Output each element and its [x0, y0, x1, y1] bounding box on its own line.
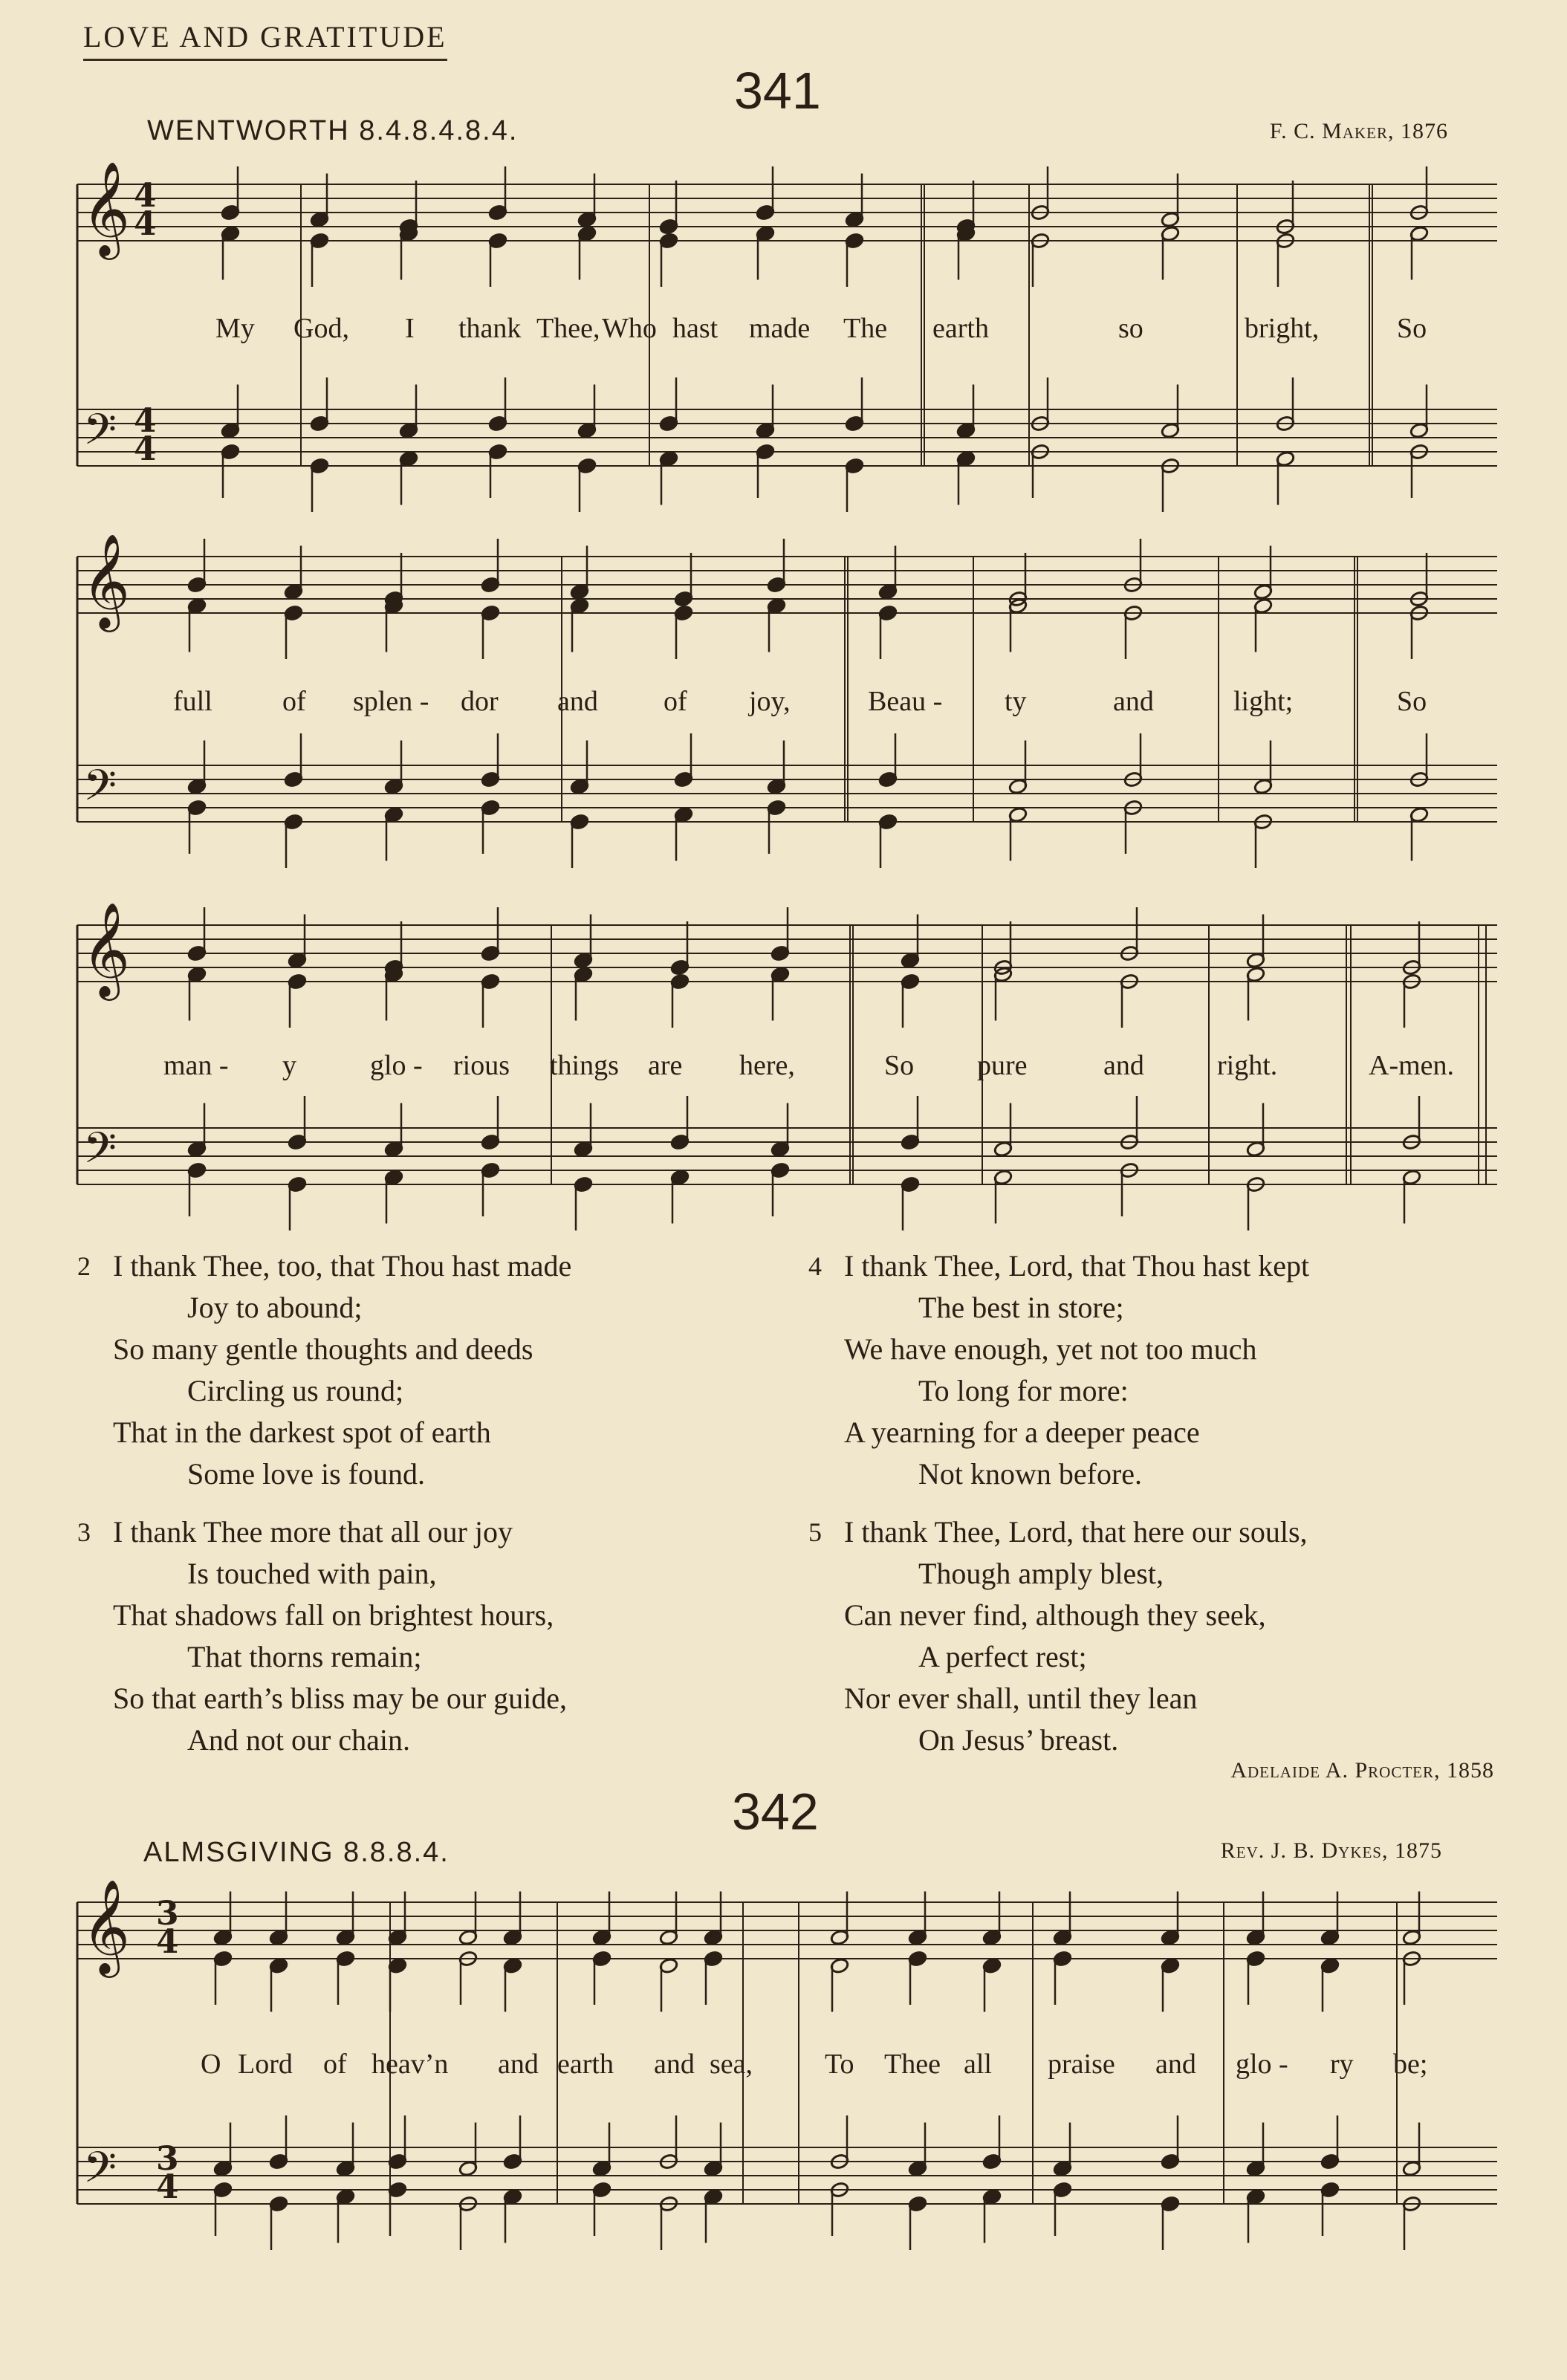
verse-2: [77, 1245, 782, 1495]
time-signature: 4: [134, 430, 157, 468]
lyric-word: glo -: [370, 1050, 423, 1081]
lyric-word: hast: [672, 313, 718, 344]
bass-clef-icon: 𝄢: [83, 760, 117, 821]
time-signature: 4: [134, 205, 157, 243]
lyric-word: man -: [163, 1050, 229, 1081]
verse-line: Though amply blest,: [918, 1557, 1164, 1590]
lyric-word: heav’n: [372, 2049, 449, 2080]
lyric-word: and: [654, 2049, 695, 2080]
lyric-word: A-men.: [1369, 1050, 1455, 1081]
lyric-word: Beau -: [868, 686, 943, 717]
verse-line: A yearning for a deeper peace: [844, 1416, 1200, 1449]
lyric-word: splen -: [353, 686, 429, 717]
lyric-word: y: [282, 1050, 296, 1081]
lyric-word: made: [749, 313, 811, 344]
verse-3: [77, 1511, 782, 1761]
lyric-word: My: [215, 313, 255, 344]
composer-342: Rev. J. B. Dykes, 1875: [1220, 1838, 1442, 1863]
verse-line: Nor ever shall, until they lean: [844, 1682, 1198, 1715]
verse-line: That in the darkest spot of earth: [113, 1416, 491, 1449]
treble-clef-icon: 𝄞: [82, 901, 131, 996]
verse-number: 5: [808, 1517, 822, 1547]
lyric-word: and: [557, 686, 598, 717]
verse-5: [808, 1511, 1542, 1761]
bass-clef-icon: 𝄢: [83, 2142, 117, 2203]
composer-341: F. C. Maker, 1876: [1269, 119, 1448, 143]
lyric-word: God,: [293, 313, 349, 344]
verse-line: Can never find, although they seek,: [844, 1598, 1266, 1632]
verse-4: [808, 1245, 1542, 1495]
verse-line: Some love is found.: [187, 1457, 425, 1491]
lyric-word: things: [550, 1050, 619, 1081]
verse-line: I thank Thee, Lord, that Thou hast kept: [844, 1249, 1310, 1283]
lyric-word: all: [964, 2049, 992, 2080]
lyric-word: Thee,: [536, 313, 600, 344]
lyric-word: light;: [1233, 686, 1294, 717]
tune-name-341: WENTWORTH 8.4.8.4.8.4.: [147, 115, 519, 146]
treble-clef-icon: 𝄞: [82, 533, 131, 628]
lyric-word: sea,: [710, 2049, 753, 2080]
lyric-word: full: [173, 686, 212, 717]
lyric-word: of: [664, 686, 687, 717]
verse-number: 3: [77, 1517, 91, 1547]
lyric-word: Who: [602, 313, 657, 344]
lyric-word: of: [323, 2049, 347, 2080]
verse-line: A perfect rest;: [918, 1640, 1087, 1673]
author-341: Adelaide A. Procter, 1858: [1230, 1758, 1494, 1783]
bass-clef-icon: 𝄢: [83, 1123, 117, 1184]
lyric-word: So: [884, 1050, 915, 1081]
lyric-word: joy,: [749, 686, 791, 717]
verse-line: The best in store;: [918, 1291, 1124, 1324]
lyric-word: dor: [461, 686, 499, 717]
verse-line: I thank Thee, Lord, that here our souls,: [844, 1515, 1308, 1549]
lyric-word: and: [498, 2049, 539, 2080]
time-signature: 4: [134, 402, 157, 440]
lyric-word: so: [1118, 313, 1143, 344]
lyric-word: thank: [458, 313, 522, 344]
time-signature: 3: [156, 2140, 179, 2178]
lyric-word: praise: [1048, 2049, 1115, 2080]
lyric-word: bright,: [1245, 313, 1320, 344]
lyric-word: Thee: [884, 2049, 941, 2080]
verse-line: I thank Thee, too, that Thou hast made: [113, 1249, 572, 1283]
treble-clef-icon: 𝄞: [82, 160, 131, 256]
verse-line: That thorns remain;: [187, 1640, 422, 1673]
verse-number: 2: [77, 1251, 91, 1281]
time-signature: 3: [156, 1895, 179, 1933]
verse-line: We have enough, yet not too much: [844, 1332, 1257, 1366]
verse-line: So many gentle thoughts and deeds: [113, 1332, 533, 1366]
lyric-word: So: [1397, 313, 1427, 344]
lyric-word: ty: [1005, 686, 1027, 717]
tune-name-342: ALMSGIVING 8.8.8.4.: [143, 1837, 450, 1868]
lyric-word: of: [282, 686, 306, 717]
time-signature: 4: [156, 2168, 179, 2206]
lyric-word: here,: [739, 1050, 795, 1081]
lyric-word: and: [1155, 2049, 1196, 2080]
lyric-word: earth: [557, 2049, 614, 2080]
verse-line: Is touched with pain,: [187, 1557, 437, 1590]
lyric-word: glo -: [1236, 2049, 1288, 2080]
hymn-number-341: 341: [734, 62, 821, 120]
lyric-word: pure: [977, 1050, 1028, 1081]
verse-line: Not known before.: [918, 1457, 1143, 1491]
lyric-word: and: [1113, 686, 1154, 717]
lyric-word: are: [648, 1050, 683, 1081]
lyric-word: rious: [453, 1050, 510, 1081]
lyric-word: earth: [932, 313, 989, 344]
lyric-word: Lord: [238, 2049, 293, 2080]
verse-line: On Jesus’ breast.: [918, 1723, 1119, 1757]
lyric-word: right.: [1217, 1050, 1278, 1081]
verse-line: And not our chain.: [187, 1723, 410, 1757]
lyric-word: So: [1397, 686, 1427, 717]
section-title: LOVE AND GRATITUDE: [83, 19, 447, 61]
lyric-word: O: [201, 2049, 221, 2080]
time-signature: 4: [134, 177, 157, 215]
verse-line: I thank Thee more that all our joy: [113, 1515, 513, 1549]
lyric-word: and: [1103, 1050, 1144, 1081]
lyric-word: ry: [1330, 2049, 1354, 2080]
verse-number: 4: [808, 1251, 822, 1281]
verse-line: Joy to abound;: [187, 1291, 363, 1324]
lyric-word: I: [405, 313, 415, 344]
verse-line: To long for more:: [918, 1374, 1129, 1407]
hymn-number-342: 342: [732, 1783, 819, 1841]
treble-clef-icon: 𝄞: [82, 1878, 131, 1974]
lyric-word: be;: [1393, 2049, 1428, 2080]
verse-line: So that earth’s bliss may be our guide,: [113, 1682, 568, 1715]
verse-line: That shadows fall on brightest hours,: [113, 1598, 554, 1632]
verse-line: Circling us round;: [187, 1374, 404, 1407]
lyric-word: The: [843, 313, 888, 344]
bass-clef-icon: 𝄢: [83, 404, 117, 465]
time-signature: 4: [156, 1923, 179, 1961]
lyric-word: To: [825, 2049, 854, 2080]
